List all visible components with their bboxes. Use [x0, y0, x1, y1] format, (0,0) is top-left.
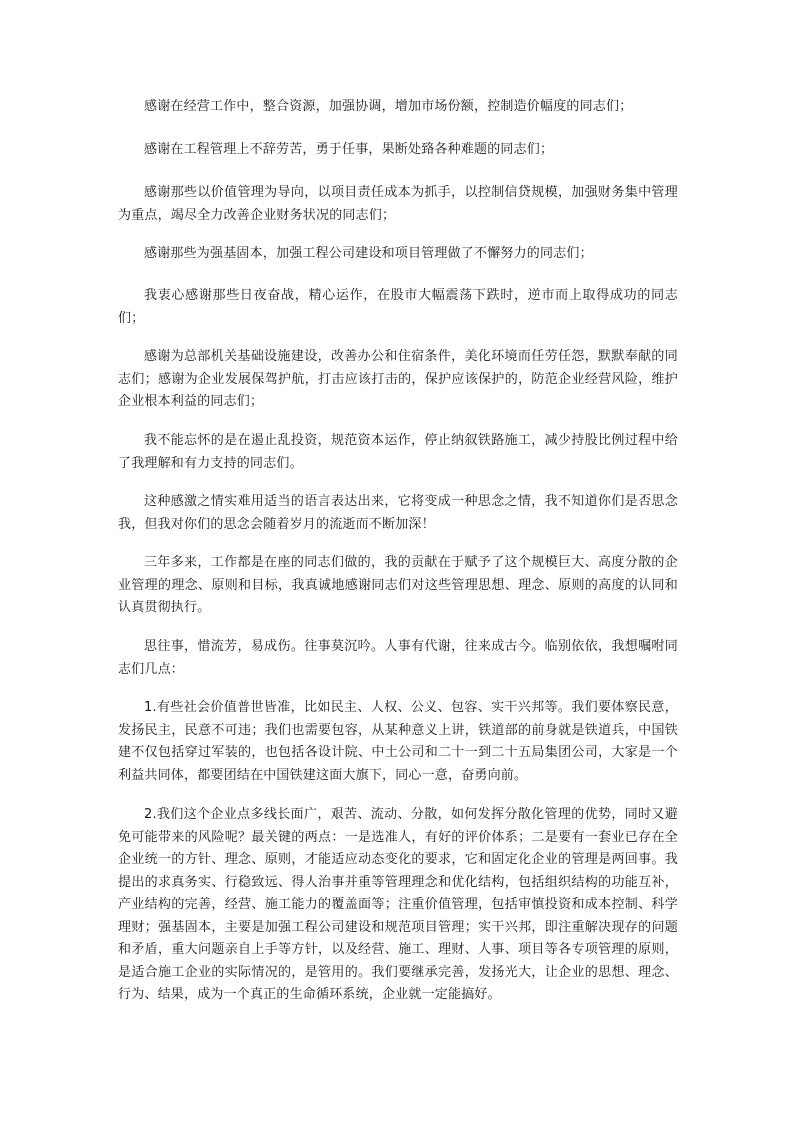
paragraph-thanks-engineering: 感谢在工程管理上不辞劳苦，勇于任事，果断处臵各种难题的同志们；	[144, 142, 554, 157]
paragraph-gratitude: 这种感激之情实难用适当的语言表达出来，它将变成一种思念之情，我不知道你们是否思念我，但我对你们的思念会随着岁月的流逝而不断加深！	[118, 494, 678, 532]
paragraph-thanks-infrastructure: 感谢为总部机关基础设施建设，改善办公和住宿条件，美化环境而任劳任怨，默默奉献的同志们；感谢为企业发展保驾护航，打击应该打击的，保护应该保护的，防范企业经营风险，维护企业根本利益的同志们；	[118, 349, 678, 409]
paragraph-farewell: 思往事，惜流芳，易成伤。往事莫沉吟。人事有代谢，往来成古今。临别依依，我想嘱咐同志们几点：	[118, 639, 678, 677]
paragraph-thanks-support: 我不能忘怀的是在遏止乱投资，规范资本运作，停止纳叙铁路施工，减少持股比例过程中给了我理解和有力支持的同志们。	[118, 433, 678, 471]
paragraph-point-1: 1.有些社会价值普世皆准，比如民主、人权、公义、包容、实干兴邦等。我们要体察民意，发扬民主，民意不可违；我们也需要包容，从某种意义上讲，铁道部的前身就是铁道兵，中国铁建不仅包括穿过军装的，也包括各设计院、中土公司和二十一到二十五局集团公司，大家是一个利益共同体，都要团结在中国铁建这面大旗下，同心一意，奋勇向前。	[118, 700, 678, 783]
paragraph-thanks-finance: 感谢那些以价值管理为导向，以项目责任成本为抓手，以控制信贷规模，加强财务集中管理为重点，竭尽全力改善企业财务状况的同志们；	[118, 185, 678, 223]
paragraph-three-years: 三年多来，工作都是在座的同志们做的，我的贡献在于赋予了这个规模巨大、高度分散的企业管理的理念、原则和目标，我真诚地感谢同志们对这些管理思想、理念、原则的高度的认同和认真贯彻执行。	[118, 555, 678, 615]
paragraph-point-2: 2.我们这个企业点多线长面广，艰苦、流动、分散，如何发挥分散化管理的优势，同时又避免可能带来的风险呢？最关键的两点：一是选准人，有好的评价体系；二是要有一套业已存在全企业统一的方针、理念、原则，才能适应动态变化的要求，它和固定化企业的管理是两回事。我提出的求真务实、行稳致远、得人治事并重等管理理念和优化结构，包括组织结构的功能互补，产业结构的完善，经营、施工能力的覆盖面等；注重价值管理，包括审慎投资和成本控制、科学理财；强基固本，主要是加强工程公司建设和规范项目管理；实干兴邦，即注重解决现存的问题和矛盾，重大问题亲自上手等方针，以及经营、施工、理财、人事、项目等各专项管理的原则，是适合施工企业的实际情况的，是管用的。我们要继承完善，发扬光大，让企业的思想、理念、行为、结果，成为一个真正的生命循环系统，企业就一定能搞好。	[118, 807, 678, 1002]
paragraph-thanks-operations: 感谢在经营工作中，整合资源，加强协调，增加市场份额，控制造价幅度的同志们；	[144, 99, 633, 114]
paragraph-thanks-stock-market: 我衷心感谢那些日夜奋战，精心运作，在股市大幅震荡下跌时，逆市而上取得成功的同志们；	[118, 288, 678, 326]
paragraph-thanks-foundation: 感谢那些为强基固本，加强工程公司建设和项目管理做了不懈努力的同志们；	[144, 246, 593, 261]
